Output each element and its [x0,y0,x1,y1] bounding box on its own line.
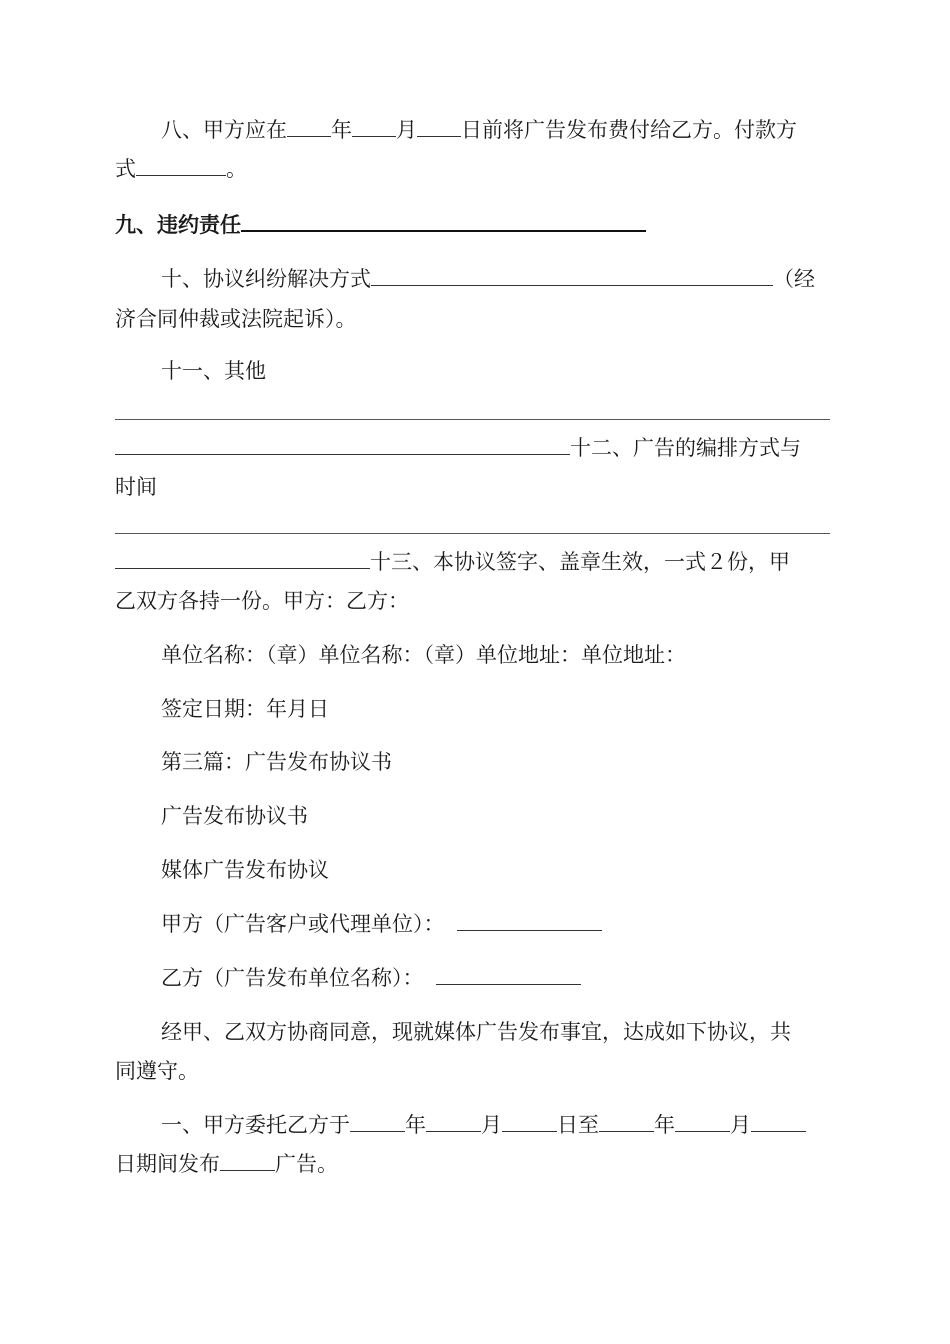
p3-clause-1-text-c: 广告。 [275,1152,338,1176]
intro-text-a: 经甲、乙双方协商同意，现就媒体广告发布事宜，达成如下协议，共 [161,1020,791,1044]
intro-line-1 [161,1020,791,1044]
party-b-blank [436,966,581,985]
blank-rule [115,419,830,420]
clause-9-blank [241,210,646,232]
p3-clause-1-month: 月 [481,1113,502,1137]
party-b-label: 乙方（广告发布单位名称）： [161,966,424,990]
p3-clause-1-line-2 [115,1152,338,1176]
clause-12-text-a: 十二、广告的编排方式与 [570,436,801,460]
party-a-label: 甲方（广告客户或代理单位）： [161,912,445,936]
clause-9-text: 九、违约责任 [115,213,241,237]
party-a-line [161,912,602,936]
clause-10-text-c: 济合同仲裁或法院起诉）。 [115,307,357,331]
clause-10-text-a: 十、协议纠纷解决方式 [161,267,371,291]
clause-8-text-b: 日前将广告发布费付给乙方。付款方 [461,118,797,142]
blank [220,1152,275,1171]
p3-clause-1-month2: 月 [730,1113,751,1137]
sign-units-text: 单位名称：（章）单位名称：（章）单位地址：单位地址： [161,643,686,667]
blank [287,118,331,137]
part3-heading-text: 第三篇：广告发布协议书 [161,750,392,774]
part3-heading [161,750,392,774]
clause-11-line [161,359,266,383]
blank [599,1113,654,1132]
blank [371,267,773,286]
p3-clause-1-to: 日至 [557,1113,599,1137]
p3-clause-1-year2: 年 [654,1113,675,1137]
sign-units-line [161,643,686,667]
clause-11-text: 十一、其他 [161,359,266,383]
part3-subtitle-text: 媒体广告发布协议 [161,858,329,882]
clause-13-line-2 [115,589,409,613]
clause-13-text-b: 乙双方各持一份。甲方：乙方： [115,589,409,613]
clause-12-line-2 [115,475,157,499]
clause-8-line-1 [161,118,797,142]
blank [417,118,461,137]
clause-10-line-2 [115,307,357,331]
sign-date-text: 签定日期：年月日 [161,697,329,721]
party-a-blank [457,912,602,931]
blank [502,1113,557,1132]
party-b-line [161,966,581,990]
clause-13-line-1 [115,550,790,574]
clause-8-line-2 [115,157,247,181]
clause-8-month: 月 [396,118,417,142]
blank [115,436,570,455]
sign-date-line [161,697,329,721]
p3-clause-1-line-1 [161,1113,806,1137]
blank [751,1113,806,1132]
clause-8-text-c: 式 [115,157,136,181]
clause-9-line [115,210,646,237]
clause-12-line-1 [115,436,801,460]
blank [675,1113,730,1132]
p3-clause-1-text-a: 一、甲方委托乙方于 [161,1113,350,1137]
clause-8-end: 。 [226,157,247,181]
intro-line-2 [115,1059,199,1083]
part3-subtitle [161,858,329,882]
part3-title [161,804,308,828]
blank [352,118,396,137]
blank [350,1113,405,1132]
clause-10-line-1 [161,267,815,291]
blank [136,157,226,176]
blank [426,1113,481,1132]
part3-title-text: 广告发布协议书 [161,804,308,828]
intro-text-b: 同遵守。 [115,1059,199,1083]
clause-10-text-b: （经 [773,267,815,291]
p3-clause-1-year: 年 [405,1113,426,1137]
p3-clause-1-text-b: 日期间发布 [115,1152,220,1176]
blank [115,550,370,569]
clause-12-text-b: 时间 [115,475,157,499]
clause-8-year: 年 [331,118,352,142]
clause-13-text-a: 十三、本协议签字、盖章生效，一式２份，甲 [370,550,790,574]
clause-8-text-a: 八、甲方应在 [161,118,287,142]
blank-rule [115,533,830,534]
